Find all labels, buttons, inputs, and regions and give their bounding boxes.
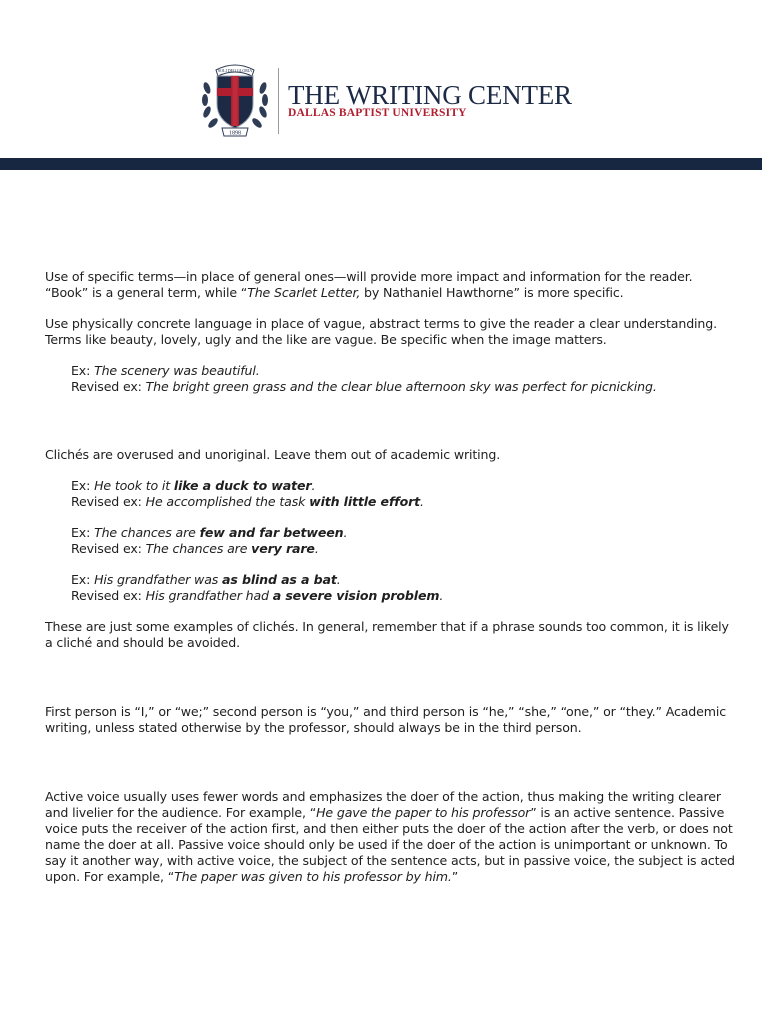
example-4: Ex: His grandfather was as blind as a bat. [71,572,341,587]
revised-example-2: Revised ex: He accomplished the task with little effort. [71,494,424,509]
paragraph-concrete-language: Use physically concrete language in place of vague, abstract terms to give the reader a clear understanding. Terms like beauty, lovely, ugly and the like are vague. Be specific when the image matters. [45,316,717,347]
example-2: Ex: He took to it like a duck to water. [71,478,316,493]
header-rule [0,158,762,170]
paragraph-cliche-summary: These are just some examples of clichés. In general, remember that if a phrase sounds too common, it is likely a cliché and should be avoided. [45,619,729,650]
document-body [45,269,735,885]
paragraph-cliches: Clichés are overused and unoriginal. Leave them out of academic writing. [45,447,501,462]
paragraph-person: First person is “I,” or “we;” second person is “you,” and third person is “he,” “she,” “one,” or “they.” Academic writing, unless stated otherwise by the professor, should always be in the third person. [45,704,726,735]
example-1: Ex: The scenery was beautiful. [71,363,260,378]
page-header [0,0,768,158]
header-divider [278,68,279,134]
org-subtitle: DALLAS BAPTIST UNIVERSITY [288,107,467,119]
seal-banner-text: SOLI DEO GLORIA [217,68,253,73]
org-title: THE WRITING CENTER [288,80,572,110]
revised-example-4: Revised ex: His grandfather had a severe vision problem. [71,588,444,603]
seal-year-text: 1898 [229,130,241,137]
example-3: Ex: The chances are few and far between. [71,525,348,540]
university-seal-logo [200,58,270,142]
revised-example-3: Revised ex: The chances are very rare. [71,541,319,556]
paragraph-specific-terms: Use of specific terms—in place of general ones—will provide more impact and information for the reader. “Book” is a general term, while “The Scarlet Letter, by Nathaniel Hawthorne” is more specific. [45,269,693,300]
revised-example-1: Revised ex: The bright green grass and the clear blue afternoon sky was perfect for picnicking. [71,379,657,394]
paragraph-active-voice: Active voice usually uses fewer words and emphasizes the doer of the action, thus making the writing clearer and livelier for the audience. For example, “He gave the paper to his professor” is an active sentence. Passive voice puts the receiver of the action first, and then either puts the doer of the action after the verb, or does not name the doer at all. Passive voice should only be used if the doer of the action is unimportant or unknown. To say it another way, with active voice, the subject of the sentence acts, but in passive voice, the subject is acted upon. For example, “The paper was given to his professor by him.” [45,789,735,884]
